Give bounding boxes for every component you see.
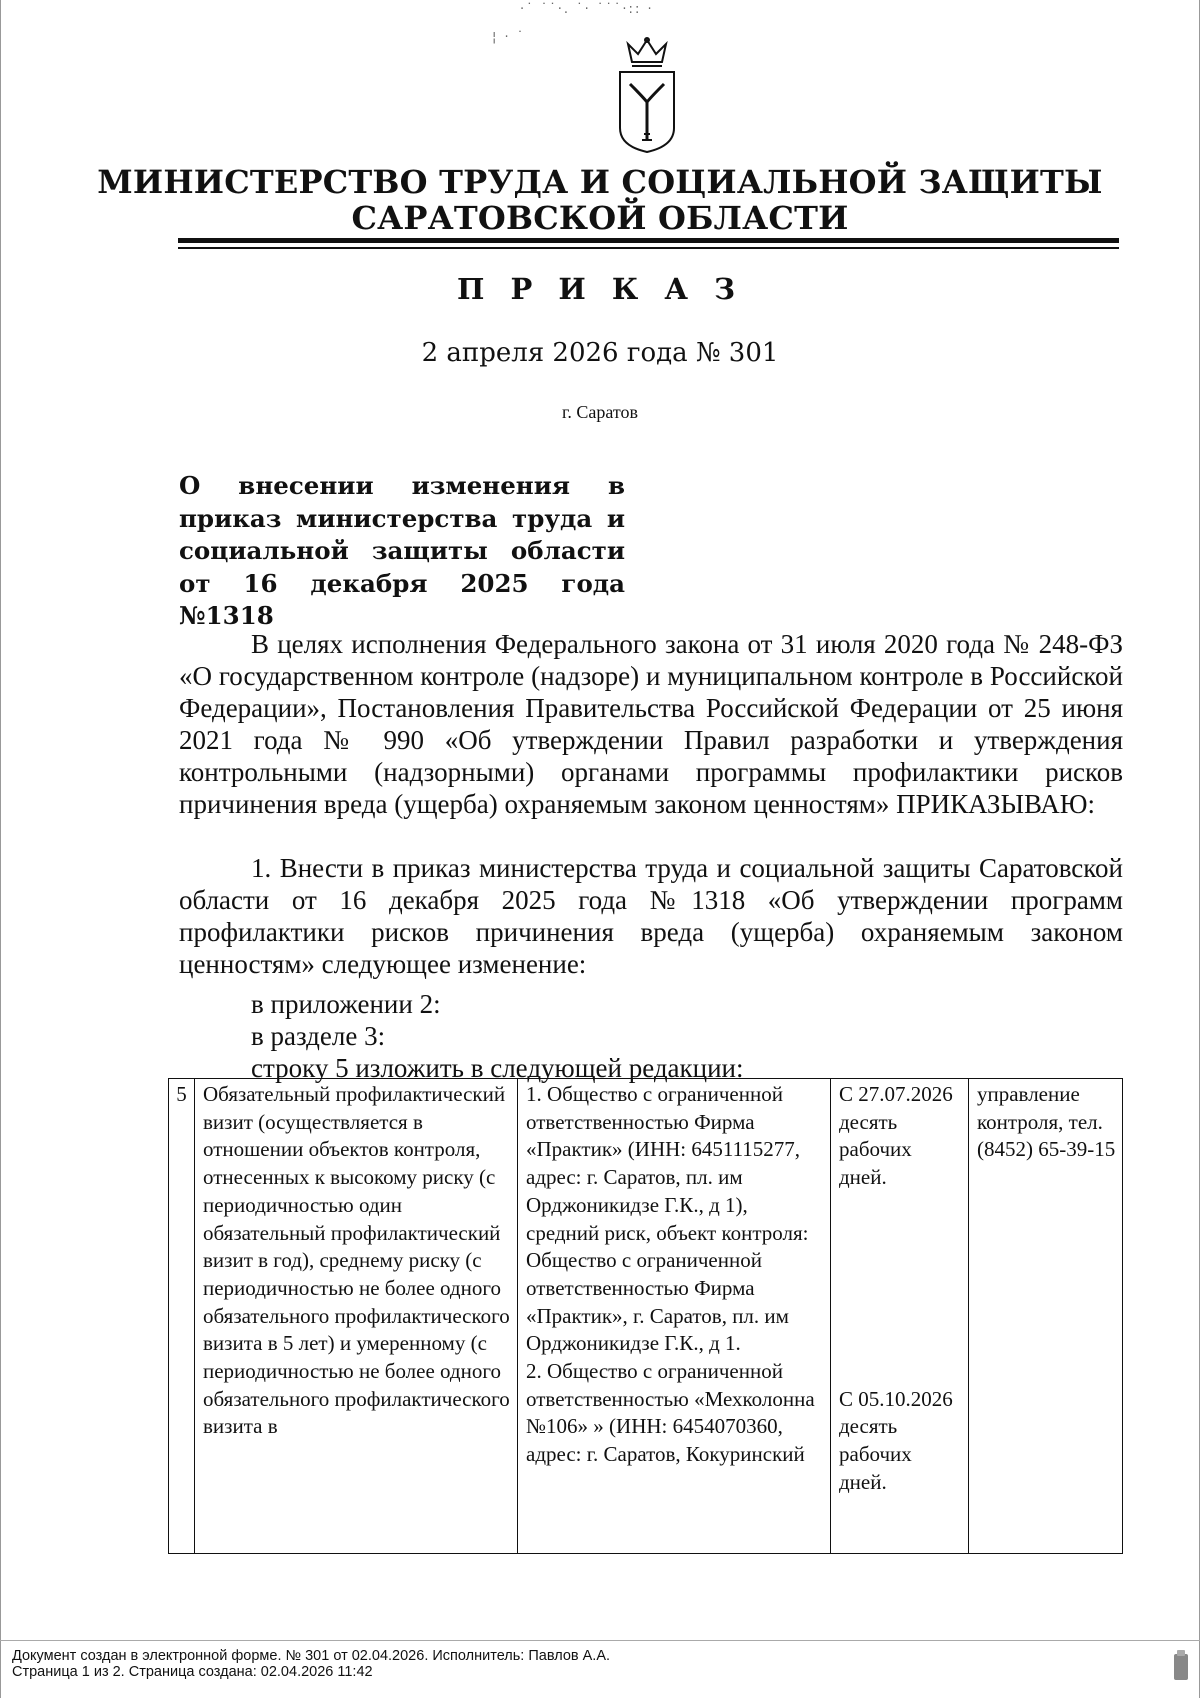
table-row xyxy=(169,1079,1123,1554)
scan-noise: ·˙ ˙˙·. ˙· ˙˙˙·:: · xyxy=(520,2,654,17)
scan-edge-left xyxy=(0,0,1,1698)
footer-divider xyxy=(0,1640,1200,1641)
header-rule-thin xyxy=(178,247,1119,249)
organization-2: 2. Общество с ограниченной ответственностью «Мехколонна №106» » (ИНН: 6454070360, адрес: г. Саратов, Кокуринский xyxy=(526,1359,815,1467)
document-icon xyxy=(1172,1648,1190,1682)
footer-line-2: Страница 1 из 2. Страница создана: 02.04.2026 11:42 xyxy=(12,1664,373,1680)
body-paragraph-1: В целях исполнения Федерального закона от 31 июля 2020 года № 248-ФЗ «О государственном контроле (надзоре) и муниципальном контроле в Российской Федерации», Постановления Правительства Российской Федерации от 25 июня 2021 года № 990 «Об утверждении Правил разработки и утверждения контрольными (надзорными) органами программы профилактики рисков причинения вреда (ущерба) охраняемым законом ценностям» ПРИКАЗЫВАЮ: xyxy=(179,629,1123,819)
row-dates xyxy=(831,1079,969,1554)
order-title: П Р И К А З xyxy=(457,272,743,306)
visit-date-2: С 05.10.2026 десять рабочих дней. xyxy=(839,1386,953,1494)
document-footer xyxy=(12,1648,610,1680)
row-responsible: управление контроля, тел. (8452) 65-39-15 xyxy=(969,1079,1123,1554)
order-city: г. Саратов xyxy=(562,402,638,422)
row-description: Обязательный профилактический визит (осуществляется в отношении объектов контроля, отнесенных к высокому риску (с периодичностью один обязательный профилактический визит в год), среднему риску (с периодичностью не более одного обязательного профилактического визита в 5 лет) и умеренному (с периодичностью не более одного обязательного профилактического визита в xyxy=(195,1079,518,1554)
saratov-coat-of-arms-icon xyxy=(612,36,682,154)
row-organizations xyxy=(518,1079,831,1554)
body-line-row: строку 5 изложить в следующей редакции: xyxy=(251,1053,744,1083)
ministry-name-line1: МИНИСТЕРСТВО ТРУДА И СОЦИАЛЬНОЙ ЗАЩИТЫ xyxy=(97,163,1103,201)
order-date-number: 2 апреля 2026 года № 301 xyxy=(421,338,779,368)
ministry-name-line2: САРАТОВСКОЙ ОБЛАСТИ xyxy=(351,199,849,237)
body-paragraph-2: 1. Внести в приказ министерства труда и социальной защиты Саратовской области от 16 декабря 2025 года №1318 «Об утверждении программ профилактики рисков причинения вреда (ущерба) охраняемым законом ценностям» следующее изменение: xyxy=(179,853,1123,979)
scan-noise: ¦ · ˙ xyxy=(492,30,526,45)
organization-1: 1. Общество с ограниченной ответственностью Фирма «Практик» (ИНН: 6451115277, адрес: г. Саратов, пл. им Орджоникидзе Г.К., д 1), средний риск, объект контроля: Общество с ограниченной ответственностью Фирма «Практик», г. Саратов, пл. им Орджоникидзе Г.К., д 1. xyxy=(526,1082,809,1356)
visit-date-1: С 27.07.2026 десять рабочих дней. xyxy=(839,1082,953,1190)
body-line-appendix: в приложении 2: xyxy=(251,989,441,1019)
footer-line-1: Документ создан в электронной форме. № 301 от 02.04.2026. Исполнитель: Павлов А.А. xyxy=(12,1648,611,1664)
row-number: 5 xyxy=(169,1079,195,1554)
amendment-table xyxy=(168,1078,1123,1554)
order-subject: О внесении изменения в приказ министерства труда и социальной защиты области от 16 декабря 2025 года №1318 xyxy=(179,471,625,630)
body-line-section: в разделе 3: xyxy=(251,1021,386,1051)
header-rule-thick xyxy=(178,238,1119,243)
